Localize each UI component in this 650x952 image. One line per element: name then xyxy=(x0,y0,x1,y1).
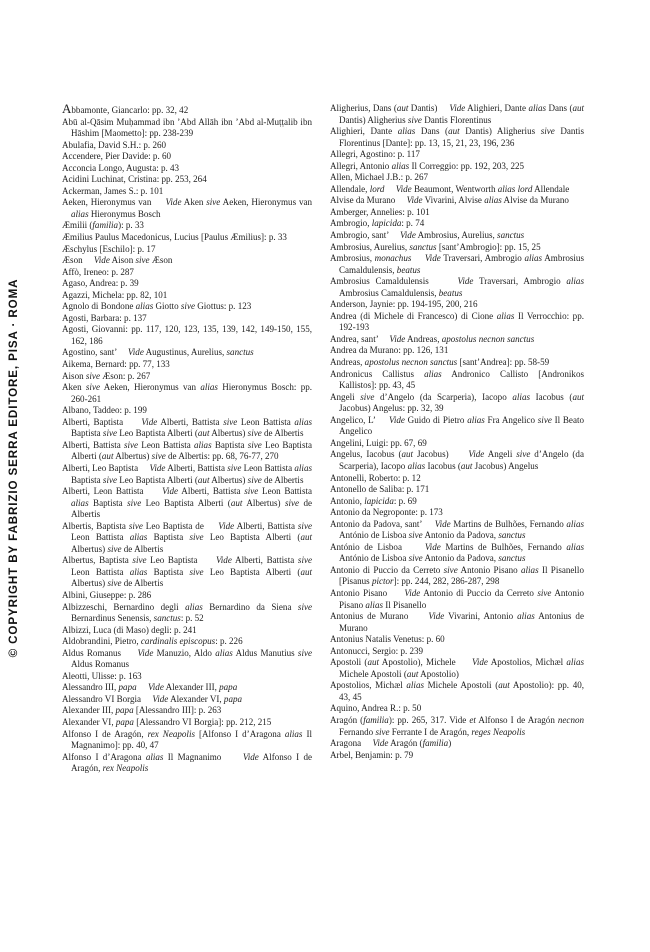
index-entry: Antonelli, Roberto: p. 12 xyxy=(330,472,421,483)
index-entry: Allen, Michael J.B.: p. 267 xyxy=(330,172,428,183)
index-entry: Abbamonte, Giancarlo: pp. 32, 42 xyxy=(62,101,189,116)
index-entry: Ambrogio, sant’ Vide Ambrosius, Aurelius, sanctus xyxy=(330,230,525,241)
index-entry: Affò, Ireneo: p. 287 xyxy=(62,266,134,277)
index-entry: Acconcia Longo, Augusta: p. 43 xyxy=(62,162,180,173)
index-entry: Ackerman, James S.: p. 101 xyxy=(62,185,164,196)
index-entry: Æmilii (familia): p. 33 xyxy=(62,220,144,231)
index-entry: Alfonso I d’Aragona alias Il Magnanimo Vide Alfonso I de Aragón, rex Neapolis xyxy=(62,751,312,774)
index-entry: Alberti, Leon Battista Vide Alberti, Battista sive Leon Battista alias Baptista sive Leo Baptista Alberti (aut Albertus) sive de Albertis xyxy=(62,486,312,520)
index-entry: Antonio da Negroponte: p. 173 xyxy=(330,507,443,518)
index-entry: Aeken, Hieronymus van Vide Aken sive Aeken, Hieronymus van alias Hieronymus Bosch xyxy=(62,197,313,219)
index-entry: Andrea (di Michele di Francesco) di Cione alias Il Verrocchio: pp. 192-193 xyxy=(330,310,584,333)
index-entry: Anderson, Jaynie: pp. 194-195, 200, 216 xyxy=(330,299,478,310)
index-entry: Abulafia, David S.H.: p. 260 xyxy=(62,139,167,150)
index-entry: Alessandro III, papa Vide Alexander III, papa xyxy=(62,682,238,693)
index-entry: Æschylus [Eschilo]: p. 17 xyxy=(62,243,156,254)
index-entry: Acidini Luchinat, Cristina: pp. 253, 264 xyxy=(62,174,207,185)
index-entry: Abū al-Qāsim Muḥammad ibn ’Abd Allāh ibn ’Abd al-Muṭṭalib ibn Hāshim [Maometto]: pp. 238-239 xyxy=(62,116,312,139)
index-entry: Agosti, Giovanni: pp. 117, 120, 123, 135, 139, 142, 149-150, 155, 162, 186 xyxy=(62,324,312,346)
index-entry: Agostino, sant’ Vide Augustinus, Aurelius, sanctus xyxy=(62,347,254,358)
index-entry: Albizzeschi, Bernardino degli alias Bernardino da Siena sive Bernardinus Senensis, sanctus: p. 52 xyxy=(62,601,312,624)
index-entry: Agaso, Andrea: p. 39 xyxy=(62,278,139,289)
index-entry: Aragona Vide Aragón (familia) xyxy=(330,738,452,749)
index-entry: Aragón (familia): pp. 265, 317. Vide et Alfonso I de Aragón necnon Fernando sive Ferrante I de Aragón, reges Neapolis xyxy=(330,714,585,737)
index-entry: Ambrosius Camaldulensis Vide Traversari, Ambrogio alias Ambrosius Camaldulensis, beatus xyxy=(330,276,584,298)
index-entry: Antonius de Murano Vide Vivarini, Antonio alias Antonius de Murano xyxy=(330,611,584,633)
index-entry: Albini, Giuseppe: p. 286 xyxy=(62,589,152,600)
index-entry: Andrea da Murano: pp. 126, 131 xyxy=(330,345,449,356)
index-entry: Agnolo di Bondone alias Giotto sive Giottus: p. 123 xyxy=(62,301,252,312)
copyright-sidebar: © COPYRIGHT BY FABRIZIO SERRA EDITORE, PISA · ROMA xyxy=(7,278,20,658)
index-entry: Antonello de Saliba: p. 171 xyxy=(330,484,430,495)
index-entry: Ambrosius, monachus Vide Traversari, Ambrogio alias Ambrosius Camaldulensis, beatus xyxy=(330,253,584,275)
index-entry: Æmilius Paulus Macedonicus, Lucius [Paulus Æmilius]: p. 33 xyxy=(62,232,287,243)
index-entry: Alberti, Baptista Vide Alberti, Battista sive Leon Battista alias Baptista sive Leo Baptista Alberti (aut Albertus) sive de Albertis xyxy=(62,416,312,439)
index-entry: Angelini, Luigi: pp. 67, 69 xyxy=(330,437,427,448)
index-entry: António de Lisboa Vide Martins de Bulhões, Fernando alias António de Lisboa sive Antonio da Padova, sanctus xyxy=(330,541,584,564)
index-entry: Angelico, L’ Vide Guido di Pietro alias Fra Angelico sive Il Beato Angelico xyxy=(330,414,584,437)
index-entry: Alexander VI, papa [Alessandro VI Borgia]: pp. 212, 215 xyxy=(62,716,272,727)
index-entry: Aleotti, Ulisse: p. 163 xyxy=(62,670,142,681)
index-entry: Amberger, Annelies: p. 101 xyxy=(330,206,430,217)
index-entry: Albizzi, Luca (di Maso) degli: p. 241 xyxy=(62,624,197,635)
index-entry: Allegri, Agostino: p. 117 xyxy=(330,149,420,160)
index-entry: Andreas, apostolus necnon sanctus [sant’Andrea]: pp. 58-59 xyxy=(330,357,550,368)
index-entry: Aligherius, Dans (aut Dantis) Vide Alighieri, Dante alias Dans (aut Dantis) Aligherius sive Dantis Florentinus xyxy=(330,103,585,125)
index-entry: Allendale, lord Vide Beaumont, Wentworth alias lord Allendale xyxy=(330,183,570,194)
index-entry: Antonucci, Sergio: p. 239 xyxy=(330,645,424,656)
index-entry: Alberti, Battista sive Leon Battista alias Baptista sive Leo Baptista Alberti (aut Albertus) sive de Albertis: pp. 68, 76-77, 270 xyxy=(62,439,312,462)
index-entry: Aldobrandini, Pietro, cardinalis episcopus: p. 226 xyxy=(62,636,243,647)
index-entry: Accendere, Pier Davide: p. 60 xyxy=(62,151,172,162)
index-entry: Ambrosius, Aurelius, sanctus [sant’Ambrogio]: pp. 15, 25 xyxy=(330,241,541,252)
index-entry: Alexander III, papa [Alessandro III]: p. 263 xyxy=(62,705,222,716)
index-entry: Aison sive Æson: p. 267 xyxy=(62,370,151,381)
index-entry: Alessandro VI Borgia Vide Alexander VI, papa xyxy=(62,693,243,704)
index-entry: Alberti, Leo Baptista Vide Alberti, Battista sive Leon Battista alias Baptista sive Leo Baptista Alberti (aut Albertus) sive de Albertis xyxy=(62,462,312,485)
index-column-right xyxy=(330,103,584,761)
index-entry: Angelus, Iacobus (aut Jacobus) Vide Angeli sive d’Angelo (da Scarperia), Iacopo alias Iacobus (aut Jacobus) Angelus xyxy=(330,449,584,471)
index-entry: Aikema, Bernard: pp. 77, 133 xyxy=(62,359,170,370)
index-entry: Apostoli (aut Apostolio), Michele Vide Apostolios, Michæl alias Michele Apostoli (aut Apostolio) xyxy=(330,657,584,679)
index-entry: Angeli sive d’Angelo (da Scarperia), Iacopo alias Iacobus (aut Jacobus) Angelus: pp. 32, 39 xyxy=(330,391,585,414)
index-entry: Alfonso I de Aragón, rex Neapolis [Alfonso I d’Aragona alias Il Magnanimo]: pp. 40, 47 xyxy=(62,728,312,751)
index-entry: Arbel, Benjamin: p. 79 xyxy=(330,749,414,760)
index-entry: Antonius Natalis Venetus: p. 60 xyxy=(330,634,445,645)
index-entry: Andrea, sant’ Vide Andreas, apostolus necnon sanctus xyxy=(330,333,535,344)
index-entry: Andronicus Callistus alias Andronico Callisto [Andronikos Kallistos]: pp. 43, 45 xyxy=(330,368,584,391)
index-entry: Ambrogio, lapicida: p. 74 xyxy=(330,218,425,229)
index-entry: Albertis, Baptista sive Leo Baptista de Vide Alberti, Battista sive Leon Battista alias Baptista sive Leo Baptista Alberti (aut Albertus) sive de Albertis xyxy=(62,520,312,554)
index-entry: Aquino, Andrea R.: p. 50 xyxy=(330,703,422,714)
index-entry: Aldus Romanus Vide Manuzio, Aldo alias Aldus Manutius sive Aldus Romanus xyxy=(62,647,312,670)
index-entry: Aken sive Aeken, Hieronymus van alias Hieronymus Bosch: pp. 260-261 xyxy=(62,382,313,404)
index-entry: Apostolios, Michæl alias Michele Apostoli (aut Apostolio): pp. 40, 43, 45 xyxy=(330,680,585,702)
index-entry: Antonio di Puccio da Cerreto sive Antonio Pisano alias Il Pisanello [Pisanus pictor]: pp. 244, 282, 286-287, 298 xyxy=(330,564,584,587)
index-entry: Albano, Taddeo: p. 199 xyxy=(62,405,147,416)
index-entry: Allegri, Antonio alias Il Correggio: pp. 192, 203, 225 xyxy=(330,160,525,171)
index-entry: Alighieri, Dante alias Dans (aut Dantis) Aligherius sive Dantis Florentinus [Dante]: pp. 13, 15, 21, 23, 196, 236 xyxy=(330,126,584,148)
index-entry: Agosti, Barbara: p. 137 xyxy=(62,312,147,323)
index-column-left xyxy=(62,103,312,775)
index-entry: Antonio Pisano Vide Antonio di Puccio da Cerreto sive Antonio Pisano alias Il Pisanello xyxy=(330,587,584,610)
index-entry: Albertus, Baptista sive Leo Baptista Vide Alberti, Battista sive Leon Battista alias Baptista sive Leo Baptista Alberti (aut Albertus) sive de Albertis xyxy=(62,555,312,589)
index-entry: Agazzi, Michela: pp. 82, 101 xyxy=(62,289,168,300)
index-entry: Alvise da Murano Vide Vivarini, Alvise alias Alvise da Murano xyxy=(330,195,569,206)
index-entry: Antonio da Padova, sant’ Vide Martins de Bulhões, Fernando alias António de Lisboa sive Antonio da Padova, sanctus xyxy=(330,518,584,541)
index-entry: Antonio, lapicida: p. 69 xyxy=(330,495,417,506)
index-entry: Æson Vide Aison sive Æson xyxy=(62,255,173,266)
